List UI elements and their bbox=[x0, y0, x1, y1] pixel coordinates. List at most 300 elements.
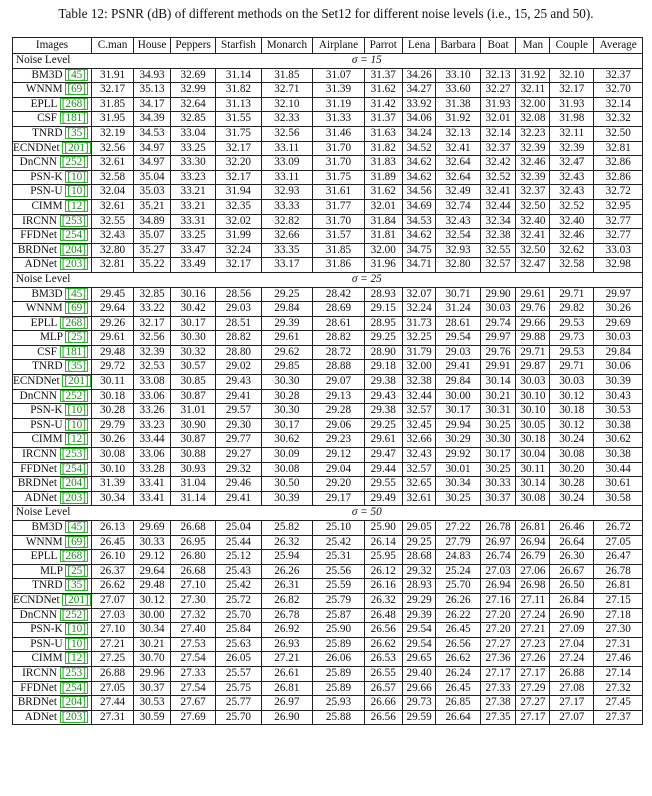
psnr-value: 29.25 bbox=[364, 418, 402, 433]
psnr-value: 29.76 bbox=[480, 345, 516, 360]
method-name-cell bbox=[13, 448, 92, 463]
psnr-value: 29.07 bbox=[313, 375, 365, 390]
psnr-value: 31.39 bbox=[313, 83, 365, 98]
psnr-value: 32.72 bbox=[594, 185, 643, 200]
column-header: C.man bbox=[92, 38, 134, 54]
psnr-value: 25.12 bbox=[216, 550, 261, 565]
citation-link[interactable]: [10] bbox=[67, 170, 86, 183]
citation-link[interactable]: [253] bbox=[61, 448, 86, 461]
psnr-value: 29.97 bbox=[480, 331, 516, 346]
psnr-value: 30.03 bbox=[594, 331, 643, 346]
psnr-value: 27.10 bbox=[170, 579, 215, 594]
method-name: DnCNN bbox=[19, 156, 57, 169]
psnr-value: 25.63 bbox=[216, 637, 261, 652]
table-row bbox=[13, 666, 643, 681]
method-name-cell bbox=[13, 97, 92, 112]
column-header: House bbox=[134, 38, 171, 54]
method-name: BRDNet bbox=[17, 696, 57, 709]
psnr-value: 29.54 bbox=[436, 331, 480, 346]
psnr-value: 29.54 bbox=[402, 623, 436, 638]
psnr-value: 31.01 bbox=[170, 404, 215, 419]
psnr-value: 29.91 bbox=[480, 360, 516, 375]
psnr-value: 32.17 bbox=[92, 83, 134, 98]
citation-link[interactable]: [201] bbox=[64, 141, 89, 154]
psnr-value: 32.80 bbox=[92, 243, 134, 258]
psnr-value: 33.11 bbox=[261, 170, 313, 185]
citation-link[interactable]: [252] bbox=[61, 389, 86, 402]
citation-link[interactable]: [35] bbox=[67, 579, 86, 592]
psnr-value: 27.25 bbox=[92, 652, 134, 667]
psnr-value: 30.01 bbox=[436, 462, 480, 477]
psnr-value: 31.85 bbox=[313, 243, 365, 258]
psnr-value: 27.03 bbox=[92, 608, 134, 623]
psnr-value: 33.25 bbox=[170, 229, 215, 244]
psnr-value: 27.44 bbox=[92, 696, 134, 711]
psnr-value: 26.64 bbox=[550, 535, 594, 550]
psnr-value: 32.39 bbox=[134, 345, 171, 360]
column-header: Peppers bbox=[170, 38, 215, 54]
psnr-value: 31.63 bbox=[364, 126, 402, 141]
psnr-value: 32.93 bbox=[261, 185, 313, 200]
psnr-value: 30.18 bbox=[516, 433, 550, 448]
psnr-value: 28.56 bbox=[216, 287, 261, 302]
psnr-value: 32.13 bbox=[436, 126, 480, 141]
table-row bbox=[13, 185, 643, 200]
psnr-value: 31.92 bbox=[436, 112, 480, 127]
psnr-value: 32.33 bbox=[261, 112, 313, 127]
psnr-value: 32.61 bbox=[92, 156, 134, 171]
psnr-value: 26.45 bbox=[436, 623, 480, 638]
psnr-value: 32.44 bbox=[480, 199, 516, 214]
method-name: PSN-U bbox=[30, 637, 63, 650]
psnr-value: 34.97 bbox=[134, 141, 171, 156]
method-name-cell bbox=[13, 637, 92, 652]
psnr-value: 26.53 bbox=[364, 652, 402, 667]
citation-link[interactable]: [35] bbox=[67, 126, 86, 139]
psnr-value: 27.26 bbox=[516, 652, 550, 667]
column-header: Barbara bbox=[436, 38, 480, 54]
citation-link[interactable]: [203] bbox=[61, 258, 86, 271]
citation-link[interactable]: [45] bbox=[67, 287, 86, 300]
psnr-value: 26.46 bbox=[550, 521, 594, 536]
psnr-value: 30.10 bbox=[92, 462, 134, 477]
psnr-value: 33.33 bbox=[261, 199, 313, 214]
method-name: ADNet bbox=[24, 710, 57, 723]
psnr-value: 32.43 bbox=[92, 229, 134, 244]
psnr-value: 28.95 bbox=[364, 316, 402, 331]
psnr-value: 30.28 bbox=[92, 404, 134, 419]
method-name: BM3D bbox=[31, 68, 63, 81]
psnr-value: 27.33 bbox=[480, 681, 516, 696]
psnr-value: 31.93 bbox=[550, 97, 594, 112]
psnr-value: 35.27 bbox=[134, 243, 171, 258]
psnr-value: 34.27 bbox=[402, 83, 436, 98]
psnr-value: 28.82 bbox=[313, 331, 365, 346]
psnr-value: 26.62 bbox=[364, 637, 402, 652]
table-row bbox=[13, 316, 643, 331]
psnr-value: 29.59 bbox=[402, 710, 436, 725]
psnr-value: 33.09 bbox=[261, 156, 313, 171]
psnr-value: 25.72 bbox=[216, 593, 261, 608]
psnr-value: 32.50 bbox=[516, 199, 550, 214]
psnr-value: 27.18 bbox=[594, 608, 643, 623]
psnr-value: 29.28 bbox=[313, 404, 365, 419]
method-name: IRCNN bbox=[22, 448, 57, 461]
psnr-value: 24.83 bbox=[436, 550, 480, 565]
psnr-value: 32.41 bbox=[480, 185, 516, 200]
psnr-value: 28.82 bbox=[216, 331, 261, 346]
psnr-value: 27.69 bbox=[170, 710, 215, 725]
citation-link[interactable]: [10] bbox=[67, 404, 86, 417]
psnr-value: 26.16 bbox=[364, 579, 402, 594]
column-header: Images bbox=[13, 38, 92, 54]
citation-link[interactable]: [25] bbox=[67, 331, 86, 344]
psnr-value: 32.82 bbox=[261, 214, 313, 229]
column-header: Starfish bbox=[216, 38, 261, 54]
psnr-value: 25.94 bbox=[261, 550, 313, 565]
citation-link[interactable]: [253] bbox=[61, 214, 86, 227]
method-name: ADNet bbox=[24, 491, 57, 504]
psnr-value: 32.43 bbox=[402, 448, 436, 463]
citation-link[interactable]: [254] bbox=[61, 681, 86, 694]
method-name-cell bbox=[13, 302, 92, 317]
psnr-value: 30.20 bbox=[550, 462, 594, 477]
psnr-value: 27.03 bbox=[480, 564, 516, 579]
psnr-value: 26.67 bbox=[550, 564, 594, 579]
psnr-value: 29.64 bbox=[92, 302, 134, 317]
psnr-value: 32.24 bbox=[402, 302, 436, 317]
method-name-cell bbox=[13, 170, 92, 185]
psnr-value: 32.37 bbox=[594, 68, 643, 83]
psnr-value: 26.84 bbox=[550, 593, 594, 608]
psnr-value: 25.31 bbox=[313, 550, 365, 565]
psnr-value: 30.18 bbox=[550, 404, 594, 419]
psnr-value: 26.62 bbox=[436, 652, 480, 667]
psnr-value: 32.99 bbox=[170, 83, 215, 98]
table-body bbox=[13, 54, 643, 725]
psnr-value: 26.94 bbox=[516, 535, 550, 550]
psnr-value: 30.08 bbox=[92, 448, 134, 463]
method-name: IRCNN bbox=[22, 214, 57, 227]
method-name: ECNDNet bbox=[13, 141, 60, 154]
table-row bbox=[13, 477, 643, 492]
psnr-value: 29.49 bbox=[364, 491, 402, 506]
psnr-value: 31.89 bbox=[364, 170, 402, 185]
psnr-value: 27.21 bbox=[92, 637, 134, 652]
psnr-value: 32.39 bbox=[550, 141, 594, 156]
citation-link[interactable]: [12] bbox=[67, 199, 86, 212]
psnr-value: 26.74 bbox=[480, 550, 516, 565]
psnr-value: 29.39 bbox=[261, 316, 313, 331]
psnr-value: 31.99 bbox=[216, 229, 261, 244]
table-caption: Table 12: PSNR (dB) of different methods on the Set12 for different noise levels (i.e., 15, 25 and 50). bbox=[58, 6, 594, 21]
psnr-value: 27.32 bbox=[170, 608, 215, 623]
table-row bbox=[13, 550, 643, 565]
psnr-value: 26.22 bbox=[436, 608, 480, 623]
psnr-value: 26.32 bbox=[261, 535, 313, 550]
noise-level-label: Noise Level bbox=[13, 272, 92, 287]
psnr-value: 31.95 bbox=[92, 112, 134, 127]
psnr-value: 28.72 bbox=[313, 345, 365, 360]
psnr-value: 30.38 bbox=[594, 418, 643, 433]
citation-link[interactable]: [268] bbox=[61, 316, 86, 329]
citation-link[interactable]: [201] bbox=[64, 593, 89, 606]
psnr-value: 32.14 bbox=[480, 126, 516, 141]
method-name: MLP bbox=[39, 331, 63, 344]
psnr-value: 32.57 bbox=[402, 462, 436, 477]
method-name-cell bbox=[13, 462, 92, 477]
psnr-value: 26.95 bbox=[170, 535, 215, 550]
citation-link[interactable]: [12] bbox=[67, 652, 86, 665]
citation-link[interactable]: [69] bbox=[67, 535, 86, 548]
method-name-cell bbox=[13, 681, 92, 696]
psnr-value: 32.93 bbox=[436, 243, 480, 258]
psnr-value: 30.25 bbox=[480, 418, 516, 433]
psnr-value: 31.92 bbox=[516, 68, 550, 83]
psnr-value: 29.25 bbox=[402, 535, 436, 550]
psnr-value: 30.26 bbox=[594, 302, 643, 317]
psnr-value: 29.84 bbox=[594, 345, 643, 360]
citation-link[interactable]: [204] bbox=[61, 477, 86, 490]
psnr-value: 33.47 bbox=[170, 243, 215, 258]
psnr-value: 25.42 bbox=[216, 579, 261, 594]
psnr-value: 33.92 bbox=[402, 97, 436, 112]
psnr-value: 29.47 bbox=[364, 448, 402, 463]
psnr-value: 26.48 bbox=[364, 608, 402, 623]
psnr-value: 30.04 bbox=[516, 448, 550, 463]
citation-link[interactable]: [12] bbox=[67, 433, 86, 446]
psnr-value: 32.40 bbox=[550, 214, 594, 229]
method-name: CSF bbox=[37, 345, 57, 358]
psnr-value: 32.53 bbox=[134, 360, 171, 375]
psnr-value: 29.18 bbox=[364, 360, 402, 375]
psnr-value: 29.84 bbox=[436, 375, 480, 390]
psnr-value: 29.43 bbox=[364, 389, 402, 404]
psnr-value: 28.80 bbox=[216, 345, 261, 360]
citation-link[interactable]: [69] bbox=[67, 302, 86, 315]
psnr-value: 30.30 bbox=[480, 433, 516, 448]
psnr-value: 25.70 bbox=[436, 579, 480, 594]
psnr-value: 30.17 bbox=[436, 404, 480, 419]
method-name-cell bbox=[13, 491, 92, 506]
method-name: PSN-K bbox=[30, 170, 63, 183]
psnr-value: 34.52 bbox=[402, 141, 436, 156]
psnr-value: 33.06 bbox=[134, 389, 171, 404]
psnr-value: 29.27 bbox=[216, 448, 261, 463]
citation-link[interactable]: [10] bbox=[67, 637, 86, 650]
psnr-value: 31.07 bbox=[313, 68, 365, 83]
psnr-value: 31.42 bbox=[364, 97, 402, 112]
psnr-value: 33.03 bbox=[594, 243, 643, 258]
psnr-value: 29.48 bbox=[92, 345, 134, 360]
psnr-value: 29.13 bbox=[313, 389, 365, 404]
psnr-value: 30.03 bbox=[480, 302, 516, 317]
psnr-value: 32.13 bbox=[480, 68, 516, 83]
psnr-value: 33.30 bbox=[170, 156, 215, 171]
psnr-value: 29.53 bbox=[550, 316, 594, 331]
citation-link[interactable]: [181] bbox=[61, 345, 86, 358]
psnr-value: 31.93 bbox=[480, 97, 516, 112]
citation-link[interactable]: [10] bbox=[67, 418, 86, 431]
psnr-value: 32.52 bbox=[480, 170, 516, 185]
psnr-value: 31.46 bbox=[313, 126, 365, 141]
psnr-value: 28.93 bbox=[402, 579, 436, 594]
citation-link[interactable]: [201] bbox=[64, 375, 89, 388]
citation-link[interactable]: [268] bbox=[61, 550, 86, 563]
psnr-value: 30.39 bbox=[261, 491, 313, 506]
psnr-value: 29.66 bbox=[516, 316, 550, 331]
psnr-value: 32.32 bbox=[594, 112, 643, 127]
method-name: DnCNN bbox=[19, 389, 57, 402]
column-header: Man bbox=[516, 38, 550, 54]
psnr-value: 32.04 bbox=[92, 185, 134, 200]
psnr-value: 32.17 bbox=[216, 170, 261, 185]
method-name: CSF bbox=[37, 112, 57, 125]
psnr-value: 27.45 bbox=[594, 696, 643, 711]
citation-link[interactable]: [181] bbox=[61, 112, 86, 125]
psnr-value: 32.01 bbox=[364, 199, 402, 214]
method-name-cell bbox=[13, 345, 92, 360]
psnr-value: 29.29 bbox=[402, 593, 436, 608]
psnr-value: 26.62 bbox=[92, 579, 134, 594]
psnr-value: 29.64 bbox=[134, 564, 171, 579]
citation-link[interactable]: [252] bbox=[61, 608, 86, 621]
psnr-value: 32.37 bbox=[480, 141, 516, 156]
table-row bbox=[13, 389, 643, 404]
psnr-value: 31.14 bbox=[216, 68, 261, 83]
table-row bbox=[13, 112, 643, 127]
psnr-value: 30.57 bbox=[170, 360, 215, 375]
psnr-value: 30.25 bbox=[436, 491, 480, 506]
method-name-cell bbox=[13, 652, 92, 667]
method-name-cell bbox=[13, 243, 92, 258]
psnr-value: 26.72 bbox=[594, 521, 643, 536]
psnr-value: 34.24 bbox=[402, 126, 436, 141]
psnr-value: 30.00 bbox=[134, 608, 171, 623]
psnr-value: 32.10 bbox=[550, 68, 594, 83]
psnr-value: 32.47 bbox=[550, 156, 594, 171]
psnr-value: 25.87 bbox=[313, 608, 365, 623]
psnr-value: 27.11 bbox=[516, 593, 550, 608]
table-row bbox=[13, 214, 643, 229]
table-row bbox=[13, 170, 643, 185]
citation-link[interactable]: [35] bbox=[67, 360, 86, 373]
psnr-value: 29.87 bbox=[516, 360, 550, 375]
psnr-value: 32.23 bbox=[516, 126, 550, 141]
psnr-value: 26.31 bbox=[261, 579, 313, 594]
method-name: CIMM bbox=[31, 652, 63, 665]
psnr-value: 32.52 bbox=[550, 199, 594, 214]
citation-link[interactable]: [25] bbox=[67, 564, 86, 577]
psnr-value: 34.89 bbox=[134, 214, 171, 229]
psnr-value: 27.24 bbox=[550, 652, 594, 667]
method-name: BM3D bbox=[31, 287, 63, 300]
psnr-value: 32.49 bbox=[436, 185, 480, 200]
psnr-value: 26.24 bbox=[436, 666, 480, 681]
psnr-value: 33.25 bbox=[170, 141, 215, 156]
citation-link[interactable]: [203] bbox=[61, 710, 86, 723]
psnr-value: 28.88 bbox=[313, 360, 365, 375]
psnr-value: 31.86 bbox=[313, 258, 365, 273]
psnr-value: 31.82 bbox=[216, 83, 261, 98]
psnr-value: 26.93 bbox=[261, 637, 313, 652]
method-name: EPLL bbox=[30, 550, 57, 563]
table-row bbox=[13, 491, 643, 506]
psnr-value: 30.00 bbox=[436, 389, 480, 404]
citation-link[interactable]: [10] bbox=[67, 623, 86, 636]
citation-link[interactable]: [253] bbox=[61, 666, 86, 679]
psnr-value: 32.46 bbox=[550, 229, 594, 244]
psnr-value: 32.56 bbox=[92, 141, 134, 156]
column-header: Average bbox=[594, 38, 643, 54]
psnr-value: 29.74 bbox=[480, 316, 516, 331]
citation-link[interactable]: [10] bbox=[67, 185, 86, 198]
citation-link[interactable]: [204] bbox=[61, 243, 86, 256]
method-name-cell bbox=[13, 550, 92, 565]
citation-link[interactable]: [252] bbox=[61, 156, 86, 169]
table-row bbox=[13, 652, 643, 667]
psnr-value: 33.28 bbox=[134, 462, 171, 477]
psnr-value: 30.16 bbox=[170, 287, 215, 302]
citation-link[interactable]: [69] bbox=[67, 83, 86, 96]
psnr-value: 26.45 bbox=[436, 681, 480, 696]
psnr-value: 26.81 bbox=[261, 681, 313, 696]
psnr-value: 35.13 bbox=[134, 83, 171, 98]
citation-link[interactable]: [45] bbox=[67, 521, 86, 533]
psnr-value: 28.61 bbox=[436, 316, 480, 331]
psnr-value: 30.12 bbox=[550, 389, 594, 404]
psnr-value: 29.69 bbox=[594, 316, 643, 331]
column-header: Airplane bbox=[313, 38, 365, 54]
psnr-value: 32.00 bbox=[364, 243, 402, 258]
citation-link[interactable]: [45] bbox=[67, 68, 86, 81]
psnr-value: 31.82 bbox=[364, 141, 402, 156]
psnr-value: 30.18 bbox=[92, 389, 134, 404]
citation-link[interactable]: [203] bbox=[61, 491, 86, 504]
citation-link[interactable]: [254] bbox=[61, 462, 86, 475]
psnr-value: 34.93 bbox=[134, 68, 171, 83]
psnr-value: 26.50 bbox=[550, 579, 594, 594]
column-header: Parrot bbox=[364, 38, 402, 54]
psnr-value: 29.71 bbox=[550, 287, 594, 302]
psnr-value: 27.79 bbox=[436, 535, 480, 550]
citation-link[interactable]: [254] bbox=[61, 229, 86, 242]
citation-link[interactable]: [204] bbox=[61, 696, 86, 709]
citation-link[interactable]: [268] bbox=[61, 97, 86, 110]
psnr-value: 26.14 bbox=[364, 535, 402, 550]
psnr-value: 33.60 bbox=[436, 83, 480, 98]
psnr-value: 26.57 bbox=[364, 681, 402, 696]
psnr-value: 34.62 bbox=[402, 229, 436, 244]
psnr-value: 30.08 bbox=[261, 462, 313, 477]
psnr-value: 32.43 bbox=[550, 185, 594, 200]
method-name-cell bbox=[13, 433, 92, 448]
psnr-value: 34.26 bbox=[402, 68, 436, 83]
psnr-value: 29.46 bbox=[216, 477, 261, 492]
method-name: WNNM bbox=[25, 83, 63, 96]
psnr-value: 32.95 bbox=[594, 199, 643, 214]
psnr-value: 32.38 bbox=[402, 375, 436, 390]
psnr-value: 26.68 bbox=[170, 521, 215, 536]
psnr-value: 30.24 bbox=[550, 491, 594, 506]
method-name-cell bbox=[13, 696, 92, 711]
psnr-value: 30.53 bbox=[134, 696, 171, 711]
psnr-value: 26.26 bbox=[436, 593, 480, 608]
method-name-cell bbox=[13, 112, 92, 127]
method-name-cell bbox=[13, 258, 92, 273]
psnr-value: 29.05 bbox=[402, 521, 436, 536]
psnr-value: 31.77 bbox=[313, 199, 365, 214]
